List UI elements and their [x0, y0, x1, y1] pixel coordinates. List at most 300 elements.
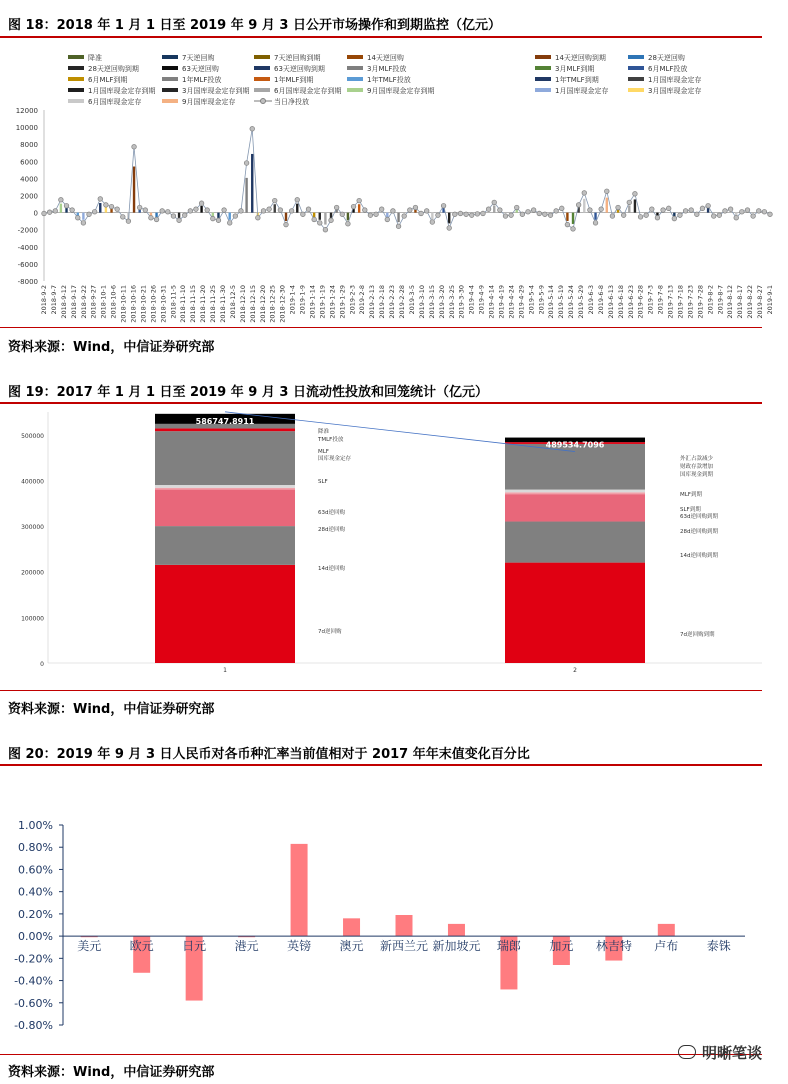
net-injection-point — [222, 208, 227, 213]
legend-label: 1年MLF到期 — [274, 76, 314, 84]
net-injection-point — [683, 209, 688, 214]
net-injection-line — [44, 129, 770, 230]
x-tick-label: 2019-7-23 — [686, 285, 695, 319]
legend-label: 6月MLF到期 — [88, 76, 128, 84]
figure-18-divider — [0, 327, 762, 328]
x-tick-label: 2019-8-2 — [706, 285, 715, 315]
x-tick-label: 2019-6-28 — [636, 285, 645, 319]
figure-20-source: 资料来源：Wind，中信证券研究部 — [8, 1065, 215, 1080]
net-injection-point — [171, 214, 176, 219]
x-tick-label: 2018-12-25 — [268, 285, 277, 323]
net-injection-point — [599, 207, 604, 212]
x-tick-label: 2018-11-10 — [179, 285, 188, 323]
x-tick-label: 2018-10-26 — [149, 285, 158, 323]
y-tick-label: -4000 — [17, 243, 38, 252]
net-injection-point — [402, 214, 407, 219]
net-injection-point — [53, 209, 58, 214]
operation-bar — [319, 213, 321, 220]
operation-bar — [313, 213, 315, 218]
x-tick-label: 2019-2-28 — [398, 285, 407, 319]
x-tick-label: 英镑 — [287, 939, 312, 954]
net-injection-point — [638, 215, 643, 220]
figure-18-chart — [0, 40, 788, 330]
net-injection-point — [672, 216, 677, 221]
series-label-right: 7d逆回购到期 — [680, 632, 715, 638]
x-tick-label: 林吉特 — [595, 939, 632, 954]
legend-swatch — [254, 77, 270, 81]
figure-18-source: 资料来源：Wind，中信证券研究部 — [8, 340, 215, 355]
operation-bar — [606, 198, 608, 213]
operation-bar — [347, 213, 349, 221]
net-injection-point — [75, 215, 80, 220]
legend-swatch — [254, 55, 270, 59]
y-tick-label: 0 — [33, 209, 38, 218]
y-tick-label: 300000 — [21, 524, 44, 532]
net-injection-point — [250, 127, 255, 132]
net-injection-point — [160, 209, 165, 214]
y-tick-label: 2000 — [20, 192, 38, 201]
stack-segment — [505, 490, 645, 493]
x-tick-label: 2018-10-1 — [99, 285, 108, 319]
net-injection-point — [120, 215, 125, 220]
legend-label: 3月MLF到期 — [555, 65, 595, 73]
net-injection-point — [166, 209, 171, 214]
net-injection-point — [706, 203, 711, 208]
net-injection-point — [267, 207, 272, 212]
x-tick-label: 新西兰元 — [379, 939, 429, 954]
figure-20-title: 图 20：2019 年 9 月 3 日人民币对各币种汇率当前值相对于 2017 年年末值变化百分比 — [8, 747, 530, 762]
net-injection-point — [408, 208, 413, 213]
figure-20-divider — [0, 1054, 762, 1055]
x-tick-label: 2019-3-5 — [407, 285, 416, 315]
x-tick-label: 2018-11-20 — [199, 285, 208, 323]
stack-segment — [505, 563, 645, 663]
y-tick-label: 1.00% — [18, 819, 53, 832]
net-injection-point — [621, 213, 626, 218]
net-injection-point — [87, 212, 92, 217]
series-label-right: 财政存款增加 — [680, 464, 714, 470]
net-injection-point — [441, 203, 446, 208]
x-tick-label: 2019-5-19 — [557, 285, 566, 319]
net-injection-point — [374, 212, 379, 217]
x-tick-label: 2019-3-15 — [427, 285, 436, 319]
stack-segment — [505, 492, 645, 494]
net-injection-point — [520, 212, 525, 217]
x-tick-label: 2019-8-12 — [726, 285, 735, 319]
net-injection-point — [194, 207, 199, 212]
legend-label: 1月国库现金定存 — [555, 87, 609, 95]
x-tick-label: 2019-7-3 — [646, 285, 655, 315]
y-tick-label: 4000 — [20, 175, 38, 184]
net-injection-point — [239, 209, 244, 214]
y-tick-label: -6000 — [17, 260, 38, 269]
net-injection-point — [469, 213, 474, 218]
x-tick-label: 2019-2-8 — [358, 285, 367, 315]
legend-label: 1月国库现金定存到期 — [88, 87, 156, 95]
y-tick-label: -0.20% — [14, 952, 53, 966]
net-injection-point — [368, 213, 373, 218]
net-injection-point — [317, 221, 322, 226]
legend-swatch — [628, 88, 644, 92]
y-tick-label: 0.00% — [18, 930, 53, 944]
series-label-right: 国库现金到期 — [680, 472, 714, 478]
legend-label: 1年TMLF投放 — [367, 76, 411, 84]
net-injection-point — [531, 208, 536, 213]
net-injection-point — [453, 212, 458, 217]
stack-segment — [505, 522, 645, 563]
net-injection-point — [689, 208, 694, 213]
legend-label: 7天逆回购 — [182, 54, 215, 62]
net-injection-point — [278, 208, 283, 213]
x-tick-label: 2019-4-9 — [477, 285, 486, 315]
legend-swatch — [628, 66, 644, 70]
x-tick-label: 2019-2-23 — [388, 285, 397, 319]
x-tick-label: 2018-11-15 — [189, 285, 198, 323]
wechat-icon — [678, 1045, 696, 1059]
net-injection-point — [503, 214, 508, 219]
x-tick-label: 2019-7-28 — [696, 285, 705, 319]
legend-swatch — [162, 55, 178, 59]
net-injection-point — [745, 208, 750, 213]
x-tick-label: 2018-12-30 — [278, 285, 287, 323]
y-tick-label: 10000 — [15, 124, 38, 133]
y-tick-label: -0.60% — [14, 996, 53, 1010]
net-injection-point — [666, 206, 671, 211]
legend-swatch — [68, 88, 84, 92]
legend-label: 9月国库现金定存到期 — [367, 87, 435, 95]
y-tick-label: 6000 — [20, 158, 38, 167]
x-tick-label: 2019-6-13 — [606, 285, 615, 319]
net-injection-point — [132, 144, 137, 149]
currency-bar — [291, 844, 308, 936]
series-label-left: MLF — [318, 449, 329, 455]
y-tick-label: 8000 — [20, 141, 38, 150]
x-tick-label: 2018-11-25 — [209, 285, 218, 323]
x-tick-label: 2019-1-9 — [298, 285, 307, 315]
legend-swatch — [347, 55, 363, 59]
operation-bar — [251, 154, 253, 213]
net-injection-point — [447, 226, 452, 231]
net-injection-point — [616, 205, 621, 210]
net-injection-point — [59, 197, 64, 202]
x-tick-label: 2019-3-10 — [417, 285, 426, 319]
operation-bar — [155, 213, 157, 218]
net-injection-point — [334, 205, 339, 210]
x-tick-label: 2019-7-13 — [666, 285, 675, 319]
net-injection-point — [47, 210, 52, 215]
x-tick-label: 2019-4-4 — [467, 285, 476, 315]
series-label-left: 国库现金定存 — [318, 456, 352, 462]
net-injection-point — [593, 221, 598, 226]
figure-20-chart — [0, 780, 788, 1050]
net-injection-point — [104, 203, 109, 208]
net-injection-point — [396, 224, 401, 229]
x-tick-label: 2018-9-27 — [89, 285, 98, 319]
figure-18-rule — [0, 36, 762, 38]
operation-bar — [397, 213, 399, 223]
legend-label: 1月国库现金定存 — [648, 76, 702, 84]
legend-swatch — [628, 77, 644, 81]
legend-label: 6月国库现金定存到期 — [274, 87, 342, 95]
operation-bar — [82, 213, 84, 220]
operation-bar — [296, 204, 298, 213]
x-tick-label: 2019-5-9 — [537, 285, 546, 315]
legend-label: 28天逆回购到期 — [88, 65, 139, 73]
x-tick-label: 2018-9-17 — [69, 285, 78, 319]
y-tick-label: 400000 — [21, 478, 44, 486]
x-tick-label: 2019-1-29 — [338, 285, 347, 319]
net-injection-point — [430, 220, 435, 225]
legend-label: 3月MLF投放 — [367, 65, 407, 73]
x-tick-label: 2019-1-4 — [288, 285, 297, 315]
net-injection-point — [92, 209, 97, 214]
operation-bar — [274, 204, 276, 212]
legend-label: 6月国库现金定存 — [88, 98, 142, 106]
x-tick-label: 2019-2-3 — [348, 285, 357, 315]
x-tick-label: 2018-10-6 — [109, 285, 118, 319]
operation-bar — [358, 204, 360, 212]
x-tick-label: 新加坡元 — [432, 939, 481, 954]
net-injection-point — [571, 227, 576, 232]
net-injection-point — [695, 212, 700, 217]
x-tick-label: 2019-3-25 — [447, 285, 456, 319]
x-tick-label: 2018-12-15 — [248, 285, 257, 323]
net-injection-point — [762, 209, 767, 214]
x-tick-label: 港元 — [234, 939, 259, 954]
currency-bar — [343, 918, 360, 936]
y-tick-label: -0.80% — [14, 1019, 53, 1032]
operation-bar — [583, 199, 585, 213]
series-label-left: 28d逆回购 — [318, 527, 345, 533]
x-tick-label: 2018-10-31 — [159, 285, 168, 323]
x-tick-label: 2019-4-29 — [517, 285, 526, 319]
legend-swatch — [68, 55, 84, 59]
legend-swatch — [535, 88, 551, 92]
legend-swatch — [628, 55, 644, 59]
x-tick-label: 2019-6-8 — [596, 285, 605, 315]
legend-label: 3月国库现金定存到期 — [182, 87, 250, 95]
x-tick-label: 日元 — [182, 939, 207, 954]
x-tick-label: 2019-8-22 — [746, 285, 755, 319]
net-injection-point — [329, 218, 334, 223]
net-injection-point — [526, 209, 531, 214]
net-injection-point — [301, 212, 306, 217]
watermark — [678, 1042, 762, 1063]
x-tick-label: 2018-9-7 — [49, 285, 58, 315]
series-label-right: 28d逆回购到期 — [680, 529, 718, 535]
net-injection-point — [256, 215, 261, 220]
net-injection-point — [717, 213, 722, 218]
legend-label: 降准 — [88, 54, 102, 62]
operation-bar — [628, 205, 630, 212]
x-tick-label: 2018-9-22 — [79, 285, 88, 319]
net-injection-point — [177, 218, 182, 223]
net-injection-point — [565, 222, 570, 227]
net-injection-point — [413, 205, 418, 210]
currency-bar — [448, 924, 465, 936]
x-tick-label: 2019-5-14 — [547, 285, 556, 319]
net-injection-point — [81, 221, 86, 226]
series-label-right: 63d逆回购到期 — [680, 514, 718, 520]
series-label-left: TMLF投放 — [318, 437, 344, 443]
x-tick-label: 欧元 — [129, 939, 154, 954]
net-injection-point — [728, 207, 733, 212]
net-injection-point — [424, 209, 429, 214]
legend-swatch — [68, 66, 84, 70]
net-injection-point — [498, 208, 503, 213]
net-injection-point — [289, 209, 294, 214]
operation-bar — [431, 213, 433, 220]
y-tick-label: 0.60% — [18, 863, 53, 877]
legend-label: 7天逆回购到期 — [274, 54, 321, 62]
series-label-left: 63d逆回购 — [318, 510, 345, 516]
legend-label: 6月MLF投放 — [648, 65, 688, 73]
net-injection-point — [582, 191, 587, 196]
net-injection-point — [559, 206, 564, 211]
operation-bar — [60, 204, 62, 213]
total-label: 586747.8911 — [195, 416, 255, 426]
operation-bar — [566, 213, 568, 221]
net-injection-point — [391, 209, 396, 214]
net-injection-point — [419, 211, 424, 216]
legend-swatch — [68, 77, 84, 81]
operation-bar — [634, 199, 636, 212]
x-tick-label: 2019-4-14 — [487, 285, 496, 319]
net-injection-point — [464, 212, 469, 217]
x-tick-label: 泰铢 — [706, 939, 731, 954]
stack-segment — [505, 494, 645, 521]
net-injection-point — [261, 209, 266, 214]
x-tick-label: 2018-9-2 — [40, 285, 48, 315]
operation-bar — [493, 205, 495, 212]
operation-bar — [330, 213, 332, 218]
legend-swatch — [162, 77, 178, 81]
legend-label: 63天逆回购 — [182, 65, 219, 73]
x-tick-label: 2019-1-24 — [328, 285, 337, 319]
net-injection-point — [340, 212, 345, 217]
x-tick-label: 2 — [573, 667, 577, 674]
net-injection-point — [458, 211, 463, 216]
net-injection-point — [514, 205, 519, 210]
net-injection-point — [199, 201, 204, 206]
x-tick-label: 2019-3-20 — [437, 285, 446, 319]
net-injection-point — [756, 209, 761, 214]
legend-label: 14天逆回购到期 — [555, 54, 606, 62]
y-tick-label: 0.40% — [18, 885, 53, 899]
figure-18-title: 图 18：2018 年 1 月 1 日至 2019 年 9 月 3 日公开市场操作和到期监控（亿元） — [8, 18, 501, 33]
x-tick-label: 2019-4-24 — [507, 285, 516, 319]
x-tick-label: 2018-12-5 — [228, 285, 237, 319]
net-injection-point — [644, 213, 649, 218]
series-label-right: 14d逆回购到期 — [680, 553, 718, 559]
operation-bar — [105, 207, 107, 212]
legend-label: 3月国库现金定存 — [648, 87, 702, 95]
net-injection-point — [610, 214, 615, 219]
net-injection-point — [740, 209, 745, 214]
x-tick-label: 2018-10-11 — [119, 285, 128, 323]
figure-20-rule — [0, 764, 762, 766]
y-tick-label: -0.40% — [14, 974, 53, 988]
net-injection-point — [182, 213, 187, 218]
net-injection-point — [126, 219, 131, 224]
x-tick-label: 2018-10-21 — [139, 285, 148, 323]
x-tick-label: 美元 — [77, 939, 102, 954]
x-tick-label: 2019-6-23 — [626, 285, 635, 319]
operation-bar — [245, 178, 247, 213]
y-tick-label: 0.20% — [18, 907, 53, 921]
net-injection-point — [188, 209, 193, 214]
net-injection-point — [154, 217, 159, 222]
y-tick-label: 200000 — [21, 569, 44, 577]
x-tick-label: 2019-8-7 — [716, 285, 725, 315]
x-tick-label: 2019-5-29 — [577, 285, 586, 319]
net-injection-point — [64, 203, 69, 208]
stack-segment — [155, 431, 295, 485]
net-injection-point — [633, 191, 638, 196]
legend-label: 14天逆回购 — [367, 54, 404, 62]
net-injection-point — [115, 207, 120, 212]
net-injection-point — [137, 205, 142, 210]
net-injection-point — [205, 208, 210, 213]
net-injection-point — [554, 209, 559, 214]
legend-label: 1年TMLF到期 — [555, 76, 599, 84]
x-tick-label: 2019-3-30 — [457, 285, 466, 319]
y-tick-label: -2000 — [17, 226, 38, 235]
legend-swatch — [254, 66, 270, 70]
operation-bar — [285, 213, 287, 221]
figure-19-divider — [0, 690, 762, 691]
net-injection-point — [604, 189, 609, 194]
operation-bar — [99, 203, 101, 213]
y-tick-label: -8000 — [17, 278, 38, 286]
watermark-text: 明晰笔谈 — [701, 1044, 762, 1062]
net-injection-point — [734, 215, 739, 220]
x-tick-label: 2019-2-13 — [368, 285, 377, 319]
net-injection-point — [486, 207, 491, 212]
legend-swatch — [535, 55, 551, 59]
x-tick-label: 2018-11-5 — [169, 285, 178, 319]
x-tick-label: 2018-10-16 — [129, 285, 138, 323]
x-tick-label: 2019-5-4 — [527, 285, 536, 315]
figure-19-source: 资料来源：Wind，中信证券研究部 — [8, 702, 215, 717]
net-injection-point — [244, 161, 249, 166]
operation-bar — [133, 167, 135, 213]
x-tick-label: 2019-2-18 — [378, 285, 387, 319]
operation-bar — [448, 213, 450, 224]
x-tick-label: 2019-9-1 — [766, 285, 774, 315]
x-tick-label: 2019-5-24 — [567, 285, 576, 319]
legend-label: 当日净投放 — [274, 98, 309, 106]
stack-segment — [505, 444, 645, 490]
net-injection-point — [751, 214, 756, 219]
net-injection-point — [475, 212, 480, 217]
net-injection-point — [346, 221, 351, 226]
net-injection-point — [227, 221, 232, 226]
x-tick-label: 2019-6-18 — [616, 285, 625, 319]
net-injection-point — [655, 215, 660, 220]
x-tick-label: 2019-7-18 — [676, 285, 685, 319]
stack-segment — [155, 526, 295, 565]
operation-bar — [229, 213, 231, 220]
legend-label: 63天逆回购到期 — [274, 65, 325, 73]
x-tick-label: 2018-12-10 — [238, 285, 247, 323]
x-tick-label: 2019-1-19 — [318, 285, 327, 319]
series-label-right: 外汇占款减少 — [680, 456, 714, 462]
net-injection-point — [284, 222, 289, 227]
x-tick-label: 卢布 — [654, 939, 679, 954]
series-label-left: 降准 — [318, 429, 330, 435]
net-injection-point — [357, 198, 362, 203]
